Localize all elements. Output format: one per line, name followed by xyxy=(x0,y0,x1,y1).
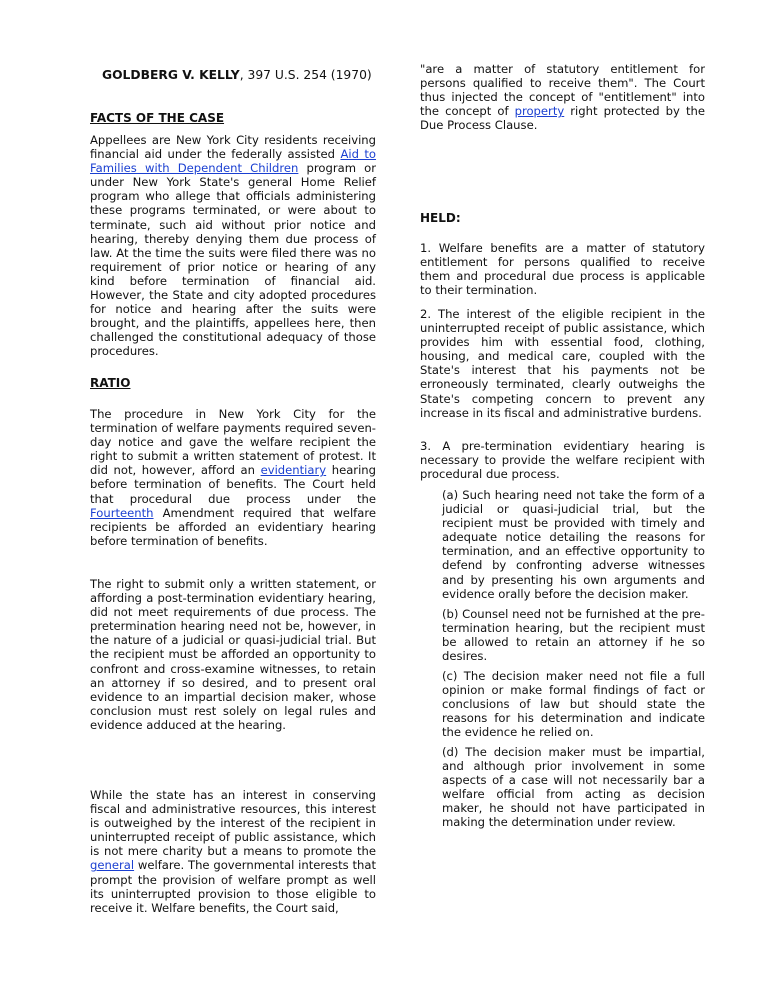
held-sub-d: (d) The decision maker must be impartial, and although prior involvement in some aspects of a case will not necessarily bar a welfare official from acting as decision maker, he should not have participated in making the determination under review. xyxy=(442,745,705,830)
continued-paragraph: "are a matter of statutory entitlement for persons qualified to receive them". The Court thus injected the concept of "entitlement" into the concept of property right protected by the Due Process Clause. xyxy=(420,62,705,133)
ratio-paragraph-2: The right to submit only a written statement, or affording a post-termination evidentiary hearing, did not meet requirements of due process. The pretermination hearing need not be, however, in the nature of a judicial or quasi-judicial trial. But the recipient must be afforded an opportunity to confront and cross-examine witnesses, to retain an attorney if so desired, and to present oral evidence to an impartial decision maker, whose conclusion must rest solely on legal rules and evidence adduced at the hearing. xyxy=(90,577,376,732)
held-heading: HELD: xyxy=(420,211,461,225)
held-item-1: 1. Welfare benefits are a matter of statutory entitlement for persons qualified to receive them and procedural due process is applicable to their termination. xyxy=(420,241,705,298)
case-name: GOLDBERG V. KELLY xyxy=(102,68,240,82)
property-link[interactable]: property xyxy=(514,104,565,119)
ratio-paragraph-3: While the state has an interest in conserving fiscal and administrative resources, this interest is outweighed by the interest of the recipient in uninterrupted receipt of public assistance, which is not mere charity but a means to promote the general welfare. The governmental interests that prompt the provision of welfare prompt as well its uninterrupted provision to those eligible to receive it. Welfare benefits, the Court said, xyxy=(90,788,376,915)
case-citation: , 397 U.S. 254 (1970) xyxy=(239,68,372,82)
evidentiary-link[interactable]: evidentiary xyxy=(260,463,327,478)
held-item-2: 2. The interest of the eligible recipient in the uninterrupted receipt of public assistance, which provides him with essential food, clothing, housing, and medical care, coupled with the State's interest that his payments not be erroneously terminated, clearly outweighs the State's competing concern to prevent any increase in its fiscal and administrative burdens. xyxy=(420,307,705,420)
held-item-3: 3. A pre-termination evidentiary hearing is necessary to provide the welfare recipient with procedural due process. xyxy=(420,439,705,482)
facts-heading: FACTS OF THE CASE xyxy=(90,111,225,125)
fourteenth-link[interactable]: Fourteenth xyxy=(90,505,154,520)
ratio-heading: RATIO xyxy=(90,376,131,390)
held-sub-c: (c) The decision maker need not file a full opinion or make formal findings of fact or conclusions of law but should state the reasons for his determination and indicate the evidence he relied on. xyxy=(442,669,705,740)
afdc-link[interactable]: Aid to Families with Dependent Children xyxy=(90,147,377,176)
facts-paragraph: Appellees are New York City residents receiving financial aid under the federally assisted Aid to Families with Dependent Children program or under New York State's general Home Relief program who allege that officials administering these programs terminated, or were about to terminate, such aid without prior notice and hearing, thereby denying them due process of law. At the time the suits were filed there was no requirement of prior notice or hearing of any kind before termination of financial aid. However, the State and city adopted procedures for notice and hearing after the suits were brought, and the plaintiffs, appellees here, then challenged the constitutional adequacy of those procedures. xyxy=(90,133,377,359)
general-link[interactable]: general xyxy=(90,858,135,873)
held-sub-a: (a) Such hearing need not take the form of a judicial or quasi-judicial trial, but the recipient must be provided with timely and adequate notice detailing the reasons for termination, and an effective opportunity to defend by confronting adverse witnesses and by presenting his own arguments and evidence orally before the decision maker. xyxy=(442,488,705,601)
held-sub-b: (b) Counsel need not be furnished at the pre-termination hearing, but the recipient must be allowed to retain an attorney if he so desires. xyxy=(442,607,705,664)
case-title xyxy=(102,68,378,82)
ratio-paragraph-1: The procedure in New York City for the termination of welfare payments required seven-day notice and gave the welfare recipient the right to submit a written statement of protest. It did not, however, afford an evidentiary hearing before termination of benefits. The Court held that procedural due process under the Fourteenth Amendment required that welfare recipients be afforded an evidentiary hearing before termination of benefits. xyxy=(90,407,376,548)
